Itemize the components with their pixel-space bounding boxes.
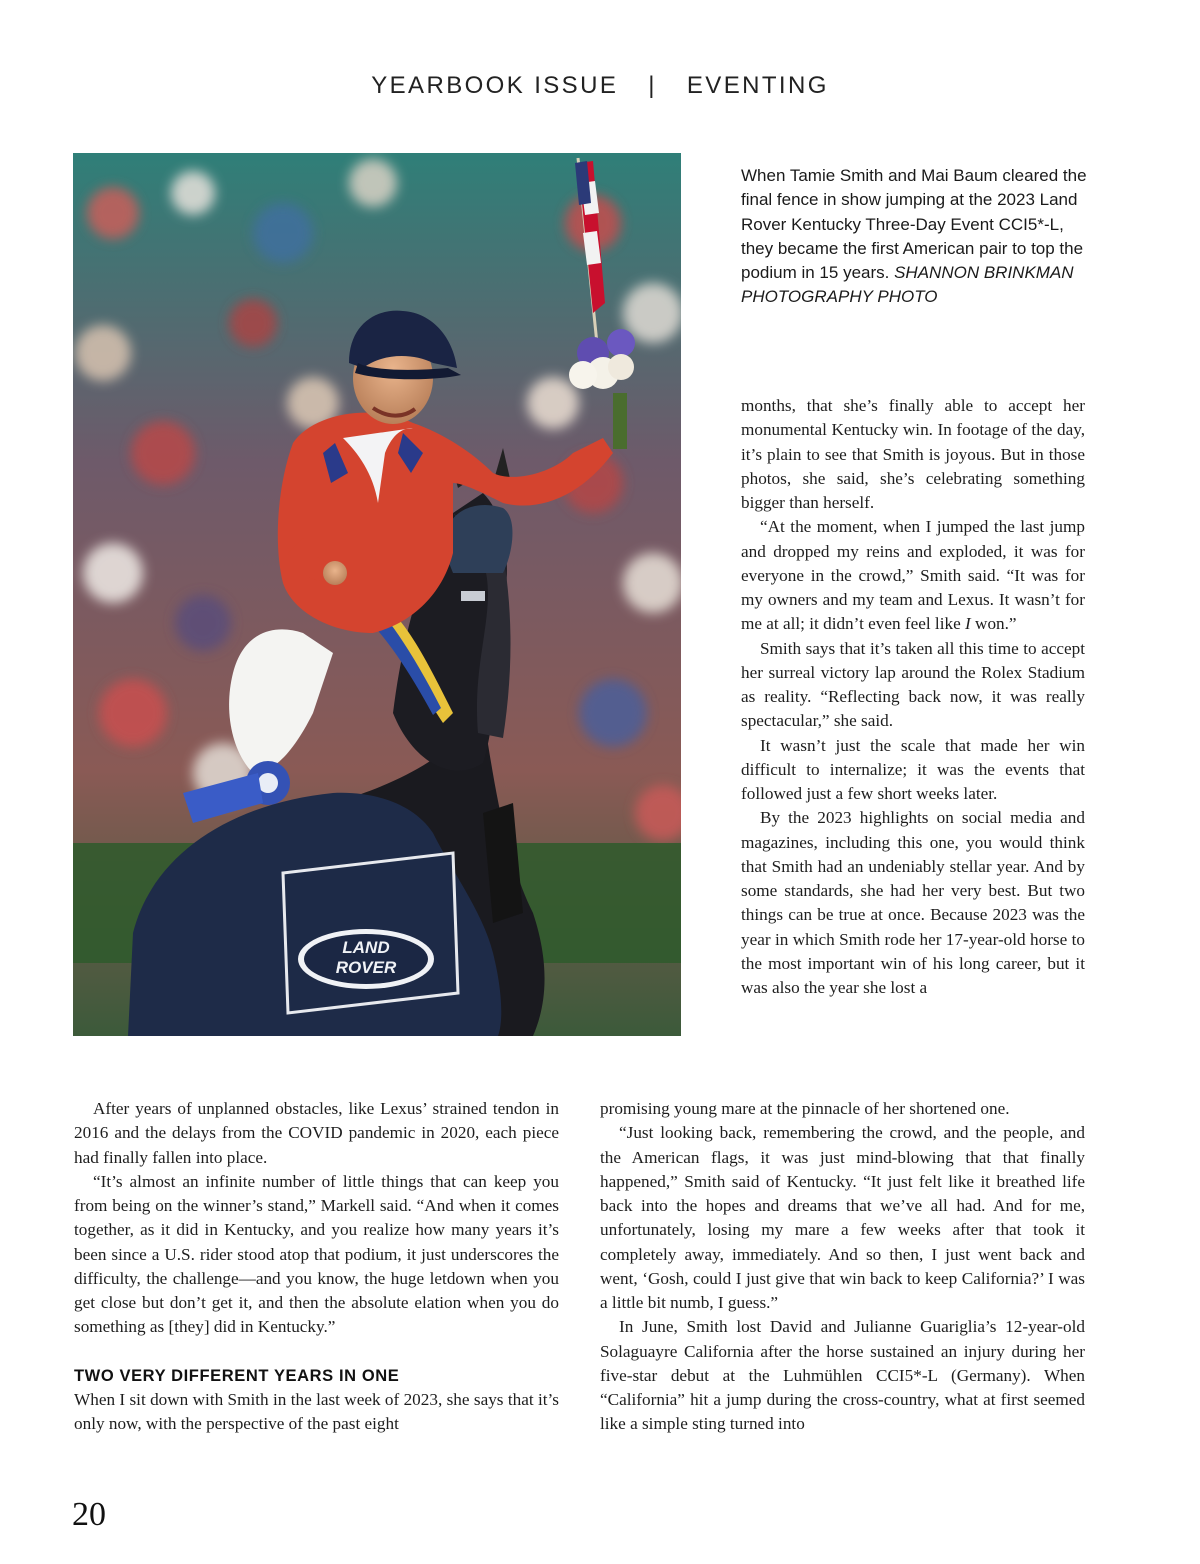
article-column-right-top bbox=[741, 394, 1085, 1000]
article-column-left bbox=[74, 1097, 559, 1436]
article-column-right-bottom bbox=[600, 1097, 1085, 1437]
rider-horse-photo bbox=[73, 153, 681, 1036]
article-paragraph: It wasn’t just the scale that made her win difficult to internalize; it was the events that followed just a few short weeks later. bbox=[741, 735, 1085, 803]
cooler-logo-top: LAND bbox=[342, 938, 390, 957]
quote-text: “At the moment, when I jumped the last jump and dropped my reins and exploded, it was for everyone in the crowd,” Smith said. “It was for my owners and my team and Lexus. It wasn’t for me at all; it didn’t even feel like bbox=[741, 517, 1085, 634]
photo-credit: SHANNON BRINKMAN PHOTOGRAPHY PHOTO bbox=[741, 263, 1074, 307]
article-paragraph: months, that she’s finally able to accept her monumental Kentucky win. In footage of the day, it’s plain to see that Smith is joyous. But in those photos, she said, she’s celebrating something bigger than herself. bbox=[741, 396, 1085, 512]
quote-text-end: won.” bbox=[970, 614, 1017, 634]
article-paragraph: Smith says that it’s taken all this time to accept her surreal victory lap around the Rolex Stadium as reality. “Reflecting back now, it was really spectacular,” she said. bbox=[741, 638, 1085, 731]
article-paragraph bbox=[741, 515, 1085, 636]
article-paragraph: In June, Smith lost David and Julianne Guariglia’s 12-year-old Solaguayre California after the horse sustained an injury during her five-star debut at the Luhmühlen CCI5*-L (Germany). When “California” hit a jump during the cross-country, what at first seemed like a simple sting turned into bbox=[600, 1317, 1085, 1434]
section-subhead: TWO VERY DIFFERENT YEARS IN ONE bbox=[74, 1366, 400, 1385]
cooler-logo-bottom: ROVER bbox=[335, 958, 397, 977]
header-category: EVENTING bbox=[686, 72, 829, 99]
caption-text: When Tamie Smith and Mai Baum cleared the final fence in show jumping at the 2023 Land Rover Kentucky Three-Day Event CCI5*-L, they became the first American pair to top the podium in 15 years. bbox=[741, 166, 1087, 283]
article-paragraph: promising young mare at the pinnacle of her shortened one. bbox=[600, 1099, 1010, 1118]
article-paragraph: “It’s almost an infinite number of little things that can keep you from being on the winner’s stand,” Markell said. “And when it comes together, as it did in Kentucky, and you realize how many years it’s been since a U.S. rider stood atop that podium, it just underscores the difficulty, the challenge—and you know, the huge letdown when you get close but don’t get it, and then the absolute elation when you do something as [they] did in Kentucky.” bbox=[74, 1171, 559, 1337]
quote-emphasis: I bbox=[965, 614, 971, 634]
header-separator: | bbox=[648, 72, 657, 99]
page-number: 20 bbox=[72, 1496, 106, 1533]
photo-caption bbox=[741, 164, 1091, 310]
article-paragraph: When I sit down with Smith in the last week of 2023, she says that it’s only now, with the perspective of the past eight bbox=[74, 1389, 559, 1433]
article-paragraph: “Just looking back, remembering the crowd, and the people, and the American flags, it was just mind-blowing that that finally happened,” Smith said of Kentucky. “It just felt like it breathed life back into the hopes and dreams that we’ve all had. And for me, unfortunately, losing my mare a few weeks after that took it completely away, immediately. And so then, I just went back and went, ‘Gosh, could I just give that win back to keep California?’ I was a little bit numb, I guess.” bbox=[600, 1123, 1085, 1312]
article-paragraph: After years of unplanned obstacles, like Lexus’ strained tendon in 2016 and the delays from the COVID pandemic in 2020, each piece had finally fallen into place. bbox=[74, 1099, 559, 1167]
running-header bbox=[0, 72, 1200, 100]
header-section: YEARBOOK ISSUE bbox=[371, 72, 619, 99]
article-paragraph: By the 2023 highlights on social media and magazines, including this one, you would think that Smith had an undeniably stellar year. And by some standards, she had her very best. But two things can be true at once. Because 2023 was the year in which Smith rode her 17-year-old horse to the most important win of his long career, but it was also the year she lost a bbox=[741, 808, 1085, 997]
